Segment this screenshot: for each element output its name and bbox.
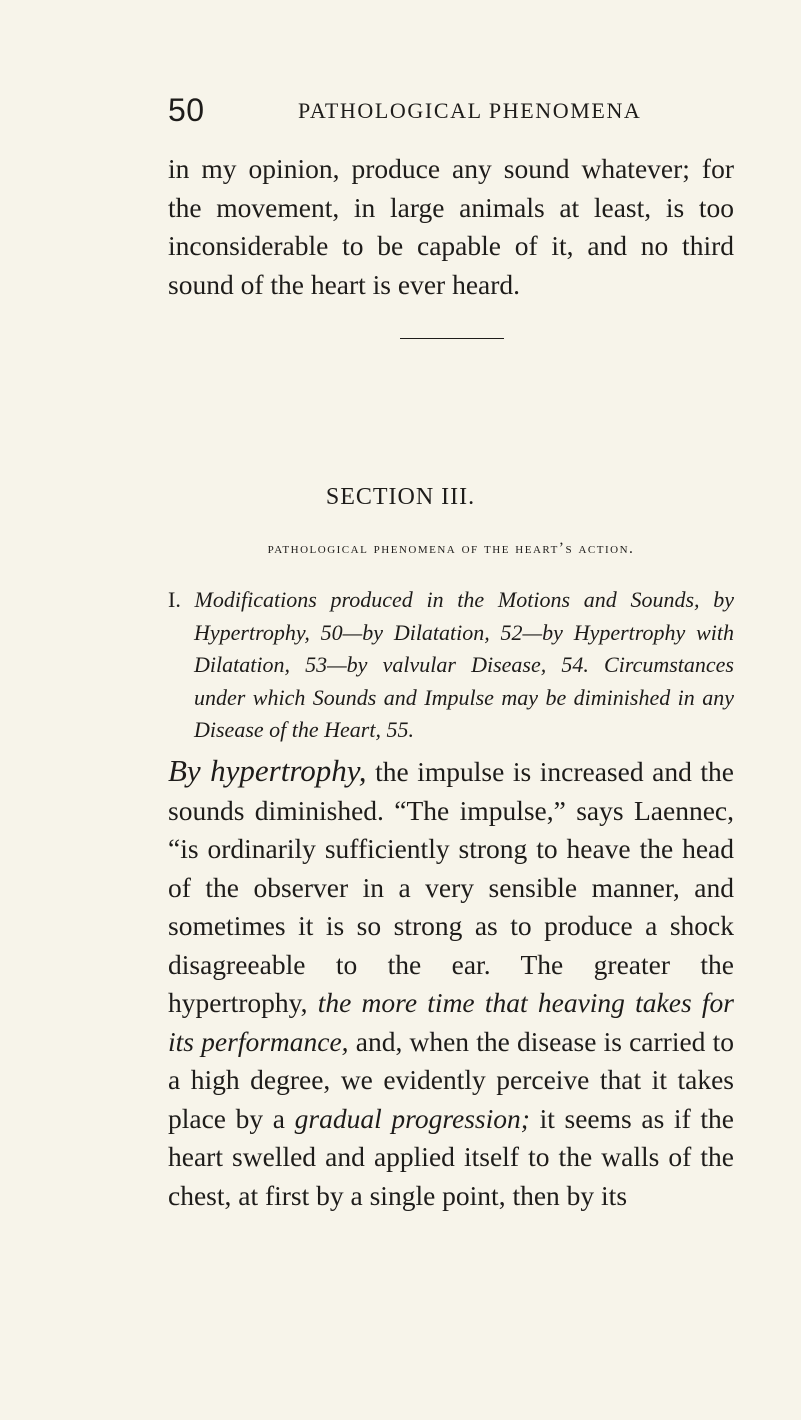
paragraph-italic-2: gradual progression; (294, 1102, 530, 1134)
section-subtitle: pathological phenomena of the heart’s action. (267, 540, 635, 557)
running-title: PATHOLOGICAL PHENOMENA (298, 98, 642, 123)
paragraph-text-2: and, when the disease is carried to a high degree, we evidently perceive that it takes place by a (168, 1025, 734, 1134)
main-paragraph (168, 752, 734, 1215)
top-paragraph: in my opinion, produce any sound whatever; for the movement, in large animals at least, is too inconsiderable to be capable of it, and no third sound of the heart is ever heard. (168, 153, 734, 300)
paragraph-lead: By hypertrophy, (168, 753, 367, 788)
page-header (168, 92, 728, 132)
paragraph-text-3: it seems as if the heart swelled and applied itself to the walls of the chest, at first by a single point, then by its (168, 1102, 734, 1211)
section-heading: SECTION III. (325, 484, 476, 510)
paragraph-text-1: the impulse is increased and the sounds diminished. “The impulse,” says Laennec, “is ordinarily sufficiently strong to heave the head of the observer in a very sensible manner, and sometimes it is so strong as to produce a shock disagreeable to the ear. The greater the hypertrophy, (168, 756, 734, 1018)
summary-text: Modifications produced in the Motions and Sounds, by Hypertrophy, 50—by Dilatation, 52—by Hypertrophy with Dilatation, 53—by valvular Disease, 54. Circumstances under which Sounds and Impulse may be diminished in any Disease of the Heart, 55. (194, 587, 734, 742)
summary-number: I. (168, 587, 181, 612)
page-number: 50 (168, 92, 205, 128)
section-divider (400, 338, 504, 339)
section-summary (168, 584, 734, 747)
paragraph-italic-1: the more time that heaving takes for its performance, (168, 987, 734, 1057)
